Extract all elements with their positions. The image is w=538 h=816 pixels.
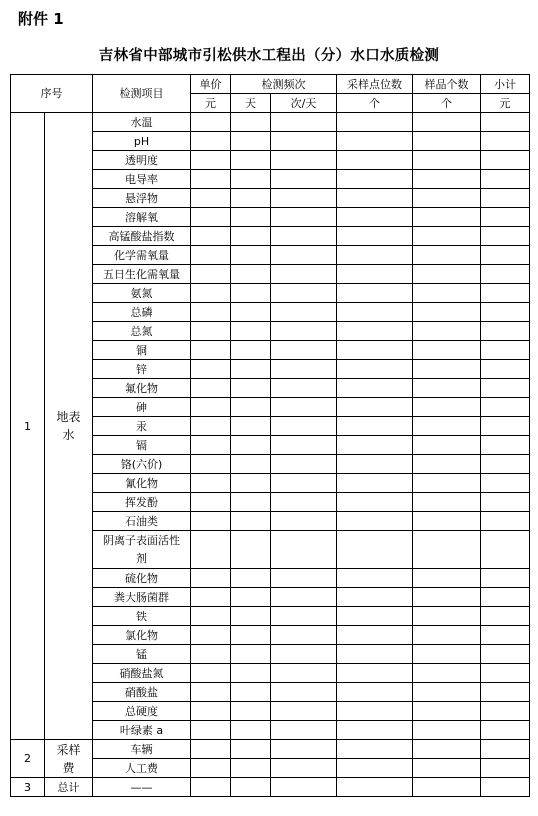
table-row xyxy=(11,740,530,759)
subtotal-cell xyxy=(481,227,530,246)
freq-day-cell xyxy=(231,740,271,759)
item-name: 叶绿素 a xyxy=(93,721,191,740)
item-name: 人工费 xyxy=(93,759,191,778)
unit-price-cell xyxy=(191,341,231,360)
item-name: 氟化物 xyxy=(93,379,191,398)
sampling-points-cell xyxy=(337,721,413,740)
item-name: 车辆 xyxy=(93,740,191,759)
freq-times-cell xyxy=(271,436,337,455)
freq-times-cell xyxy=(271,702,337,721)
freq-day-cell xyxy=(231,208,271,227)
sampling-points-cell xyxy=(337,303,413,322)
header-seq: 序号 xyxy=(11,75,93,113)
subtotal-cell xyxy=(481,493,530,512)
item-name: 悬浮物 xyxy=(93,189,191,208)
header-sample-count: 样品个数 xyxy=(413,75,481,94)
freq-times-cell xyxy=(271,398,337,417)
subtotal-cell xyxy=(481,531,530,569)
freq-times-cell xyxy=(271,360,337,379)
freq-day-cell xyxy=(231,702,271,721)
unit-price-cell xyxy=(191,683,231,702)
item-name: 铁 xyxy=(93,607,191,626)
unit-price-cell xyxy=(191,170,231,189)
freq-day-cell xyxy=(231,284,271,303)
unit-price-cell xyxy=(191,132,231,151)
unit-price-cell xyxy=(191,778,231,797)
sample-count-cell xyxy=(413,607,481,626)
item-name: pH xyxy=(93,132,191,151)
unit-price-cell xyxy=(191,151,231,170)
freq-day-cell xyxy=(231,436,271,455)
item-name: 氰化物 xyxy=(93,474,191,493)
sampling-points-cell xyxy=(337,360,413,379)
item-name: 透明度 xyxy=(93,151,191,170)
subtotal-cell xyxy=(481,189,530,208)
item-name: 砷 xyxy=(93,398,191,417)
subtotal-cell xyxy=(481,246,530,265)
sampling-points-cell xyxy=(337,284,413,303)
freq-times-cell xyxy=(271,626,337,645)
sampling-points-cell xyxy=(337,531,413,569)
sampling-points-cell xyxy=(337,778,413,797)
sample-count-cell xyxy=(413,759,481,778)
freq-times-cell xyxy=(271,740,337,759)
item-name: 挥发酚 xyxy=(93,493,191,512)
sampling-points-cell xyxy=(337,569,413,588)
sampling-points-cell xyxy=(337,341,413,360)
freq-day-cell xyxy=(231,645,271,664)
unit-price-cell xyxy=(191,246,231,265)
subtotal-cell xyxy=(481,170,530,189)
sampling-points-cell xyxy=(337,246,413,265)
unit-price-cell xyxy=(191,721,231,740)
subtotal-cell xyxy=(481,759,530,778)
sample-count-cell xyxy=(413,189,481,208)
unit-price-cell xyxy=(191,284,231,303)
freq-times-cell xyxy=(271,664,337,683)
freq-day-cell xyxy=(231,721,271,740)
freq-day-cell xyxy=(231,588,271,607)
table-row xyxy=(11,113,530,132)
subtotal-cell xyxy=(481,455,530,474)
freq-times-cell xyxy=(271,151,337,170)
item-name: 锰 xyxy=(93,645,191,664)
unit-price-cell xyxy=(191,303,231,322)
unit-price-cell xyxy=(191,607,231,626)
freq-day-cell xyxy=(231,360,271,379)
sample-count-cell xyxy=(413,379,481,398)
item-name: 锌 xyxy=(93,360,191,379)
sample-count-cell xyxy=(413,360,481,379)
unit-price-cell xyxy=(191,322,231,341)
subtotal-cell xyxy=(481,683,530,702)
sampling-points-cell xyxy=(337,227,413,246)
sampling-points-cell xyxy=(337,607,413,626)
attachment-label: 附件 1 xyxy=(18,10,64,28)
freq-day-cell xyxy=(231,493,271,512)
item-name: 氨氮 xyxy=(93,284,191,303)
subtotal-cell xyxy=(481,588,530,607)
freq-times-cell xyxy=(271,607,337,626)
freq-day-cell xyxy=(231,626,271,645)
freq-day-cell xyxy=(231,379,271,398)
total-seq: 3 xyxy=(11,778,45,797)
unit-price-cell xyxy=(191,113,231,132)
item-name: 铬(六价) xyxy=(93,455,191,474)
item-name: 五日生化需氧量 xyxy=(93,265,191,284)
header-freq-times: 次/天 xyxy=(271,94,337,113)
item-name: 阴离子表面活性剂 xyxy=(93,531,191,569)
sample-count-cell xyxy=(413,113,481,132)
freq-day-cell xyxy=(231,455,271,474)
freq-day-cell xyxy=(231,664,271,683)
header-subtotal-unit: 元 xyxy=(481,94,530,113)
water-quality-table xyxy=(10,74,530,797)
unit-price-cell xyxy=(191,626,231,645)
sample-count-cell xyxy=(413,664,481,683)
unit-price-cell xyxy=(191,436,231,455)
header-sampling-points-unit: 个 xyxy=(337,94,413,113)
table-row-total xyxy=(11,778,530,797)
freq-day-cell xyxy=(231,132,271,151)
total-label: 总计 xyxy=(45,778,93,797)
item-name: 氯化物 xyxy=(93,626,191,645)
sample-count-cell xyxy=(413,512,481,531)
sampling-points-cell xyxy=(337,417,413,436)
sample-count-cell xyxy=(413,227,481,246)
subtotal-cell xyxy=(481,151,530,170)
sampling-points-cell xyxy=(337,474,413,493)
sampling-points-cell xyxy=(337,151,413,170)
freq-day-cell xyxy=(231,341,271,360)
unit-price-cell xyxy=(191,569,231,588)
sample-count-cell xyxy=(413,265,481,284)
unit-price-cell xyxy=(191,759,231,778)
header-sample-count-unit: 个 xyxy=(413,94,481,113)
unit-price-cell xyxy=(191,417,231,436)
subtotal-cell xyxy=(481,474,530,493)
freq-times-cell xyxy=(271,569,337,588)
subtotal-cell xyxy=(481,740,530,759)
freq-times-cell xyxy=(271,189,337,208)
item-name: 镉 xyxy=(93,436,191,455)
freq-day-cell xyxy=(231,398,271,417)
item-name: 硝酸盐氮 xyxy=(93,664,191,683)
section-seq: 1 xyxy=(11,113,45,740)
freq-day-cell xyxy=(231,246,271,265)
item-name: 总氮 xyxy=(93,322,191,341)
header-subtotal: 小计 xyxy=(481,75,530,94)
sample-count-cell xyxy=(413,398,481,417)
sampling-points-cell xyxy=(337,664,413,683)
sampling-points-cell xyxy=(337,702,413,721)
subtotal-cell xyxy=(481,398,530,417)
freq-times-cell xyxy=(271,778,337,797)
subtotal-cell xyxy=(481,626,530,645)
total-item: —— xyxy=(93,778,191,797)
sampling-points-cell xyxy=(337,740,413,759)
freq-day-cell xyxy=(231,151,271,170)
section-category: 采样费 xyxy=(45,740,93,778)
document-title: 吉林省中部城市引松供水工程出（分）水口水质检测 xyxy=(98,48,440,64)
freq-day-cell xyxy=(231,607,271,626)
subtotal-cell xyxy=(481,721,530,740)
sampling-points-cell xyxy=(337,512,413,531)
freq-day-cell xyxy=(231,512,271,531)
subtotal-cell xyxy=(481,265,530,284)
subtotal-cell xyxy=(481,436,530,455)
sample-count-cell xyxy=(413,303,481,322)
sample-count-cell xyxy=(413,455,481,474)
freq-day-cell xyxy=(231,170,271,189)
item-name: 水温 xyxy=(93,113,191,132)
sampling-points-cell xyxy=(337,113,413,132)
freq-times-cell xyxy=(271,208,337,227)
item-name: 粪大肠菌群 xyxy=(93,588,191,607)
sampling-points-cell xyxy=(337,626,413,645)
header-freq-day: 天 xyxy=(231,94,271,113)
freq-times-cell xyxy=(271,531,337,569)
freq-day-cell xyxy=(231,303,271,322)
subtotal-cell xyxy=(481,417,530,436)
section-seq: 2 xyxy=(11,740,45,778)
freq-times-cell xyxy=(271,170,337,189)
item-name: 溶解氧 xyxy=(93,208,191,227)
item-name: 高锰酸盐指数 xyxy=(93,227,191,246)
sampling-points-cell xyxy=(337,455,413,474)
subtotal-cell xyxy=(481,778,530,797)
unit-price-cell xyxy=(191,474,231,493)
sample-count-cell xyxy=(413,588,481,607)
subtotal-cell xyxy=(481,607,530,626)
freq-times-cell xyxy=(271,721,337,740)
item-name: 化学需氧量 xyxy=(93,246,191,265)
unit-price-cell xyxy=(191,740,231,759)
freq-times-cell xyxy=(271,474,337,493)
freq-times-cell xyxy=(271,683,337,702)
sampling-points-cell xyxy=(337,398,413,417)
item-name: 铜 xyxy=(93,341,191,360)
item-name: 汞 xyxy=(93,417,191,436)
unit-price-cell xyxy=(191,360,231,379)
freq-times-cell xyxy=(271,284,337,303)
sample-count-cell xyxy=(413,626,481,645)
unit-price-cell xyxy=(191,398,231,417)
sample-count-cell xyxy=(413,740,481,759)
freq-times-cell xyxy=(271,645,337,664)
sampling-points-cell xyxy=(337,208,413,227)
sample-count-cell xyxy=(413,341,481,360)
freq-day-cell xyxy=(231,531,271,569)
unit-price-cell xyxy=(191,379,231,398)
sample-count-cell xyxy=(413,531,481,569)
freq-times-cell xyxy=(271,588,337,607)
unit-price-cell xyxy=(191,645,231,664)
subtotal-cell xyxy=(481,341,530,360)
unit-price-cell xyxy=(191,208,231,227)
sampling-points-cell xyxy=(337,436,413,455)
unit-price-cell xyxy=(191,664,231,683)
sample-count-cell xyxy=(413,702,481,721)
freq-times-cell xyxy=(271,512,337,531)
freq-times-cell xyxy=(271,759,337,778)
item-name: 总磷 xyxy=(93,303,191,322)
freq-times-cell xyxy=(271,303,337,322)
header-frequency: 检测频次 xyxy=(231,75,337,94)
subtotal-cell xyxy=(481,208,530,227)
header-unit-price-unit: 元 xyxy=(191,94,231,113)
sample-count-cell xyxy=(413,436,481,455)
freq-times-cell xyxy=(271,113,337,132)
freq-day-cell xyxy=(231,113,271,132)
sampling-points-cell xyxy=(337,759,413,778)
freq-times-cell xyxy=(271,132,337,151)
sample-count-cell xyxy=(413,170,481,189)
subtotal-cell xyxy=(481,379,530,398)
subtotal-cell xyxy=(481,360,530,379)
sample-count-cell xyxy=(413,284,481,303)
unit-price-cell xyxy=(191,531,231,569)
freq-times-cell xyxy=(271,322,337,341)
item-name: 石油类 xyxy=(93,512,191,531)
sample-count-cell xyxy=(413,208,481,227)
sample-count-cell xyxy=(413,246,481,265)
subtotal-cell xyxy=(481,645,530,664)
freq-times-cell xyxy=(271,246,337,265)
sampling-points-cell xyxy=(337,379,413,398)
subtotal-cell xyxy=(481,284,530,303)
sample-count-cell xyxy=(413,569,481,588)
sampling-points-cell xyxy=(337,132,413,151)
subtotal-cell xyxy=(481,303,530,322)
subtotal-cell xyxy=(481,569,530,588)
freq-times-cell xyxy=(271,493,337,512)
unit-price-cell xyxy=(191,588,231,607)
sample-count-cell xyxy=(413,132,481,151)
sampling-points-cell xyxy=(337,265,413,284)
sampling-points-cell xyxy=(337,322,413,341)
freq-day-cell xyxy=(231,417,271,436)
sample-count-cell xyxy=(413,322,481,341)
freq-times-cell xyxy=(271,227,337,246)
freq-day-cell xyxy=(231,683,271,702)
freq-day-cell xyxy=(231,759,271,778)
header-sampling-points: 采样点位数 xyxy=(337,75,413,94)
freq-day-cell xyxy=(231,265,271,284)
unit-price-cell xyxy=(191,189,231,208)
freq-day-cell xyxy=(231,227,271,246)
sample-count-cell xyxy=(413,417,481,436)
freq-times-cell xyxy=(271,417,337,436)
sample-count-cell xyxy=(413,493,481,512)
subtotal-cell xyxy=(481,702,530,721)
sampling-points-cell xyxy=(337,645,413,664)
sampling-points-cell xyxy=(337,588,413,607)
freq-day-cell xyxy=(231,322,271,341)
freq-day-cell xyxy=(231,569,271,588)
freq-day-cell xyxy=(231,778,271,797)
sample-count-cell xyxy=(413,151,481,170)
item-name: 硝酸盐 xyxy=(93,683,191,702)
sampling-points-cell xyxy=(337,493,413,512)
unit-price-cell xyxy=(191,265,231,284)
subtotal-cell xyxy=(481,664,530,683)
unit-price-cell xyxy=(191,493,231,512)
sample-count-cell xyxy=(413,721,481,740)
subtotal-cell xyxy=(481,512,530,531)
subtotal-cell xyxy=(481,113,530,132)
item-name: 总硬度 xyxy=(93,702,191,721)
subtotal-cell xyxy=(481,132,530,151)
item-name: 硫化物 xyxy=(93,569,191,588)
sample-count-cell xyxy=(413,474,481,493)
header-item: 检测项目 xyxy=(93,75,191,113)
sample-count-cell xyxy=(413,778,481,797)
sample-count-cell xyxy=(413,683,481,702)
sampling-points-cell xyxy=(337,683,413,702)
freq-day-cell xyxy=(231,189,271,208)
sampling-points-cell xyxy=(337,170,413,189)
freq-times-cell xyxy=(271,379,337,398)
unit-price-cell xyxy=(191,455,231,474)
unit-price-cell xyxy=(191,512,231,531)
freq-times-cell xyxy=(271,265,337,284)
subtotal-cell xyxy=(481,322,530,341)
sampling-points-cell xyxy=(337,189,413,208)
freq-day-cell xyxy=(231,474,271,493)
sample-count-cell xyxy=(413,645,481,664)
unit-price-cell xyxy=(191,702,231,721)
freq-times-cell xyxy=(271,341,337,360)
item-name: 电导率 xyxy=(93,170,191,189)
unit-price-cell xyxy=(191,227,231,246)
section-category: 地表水 xyxy=(45,113,93,740)
freq-times-cell xyxy=(271,455,337,474)
header-unit-price: 单价 xyxy=(191,75,231,94)
